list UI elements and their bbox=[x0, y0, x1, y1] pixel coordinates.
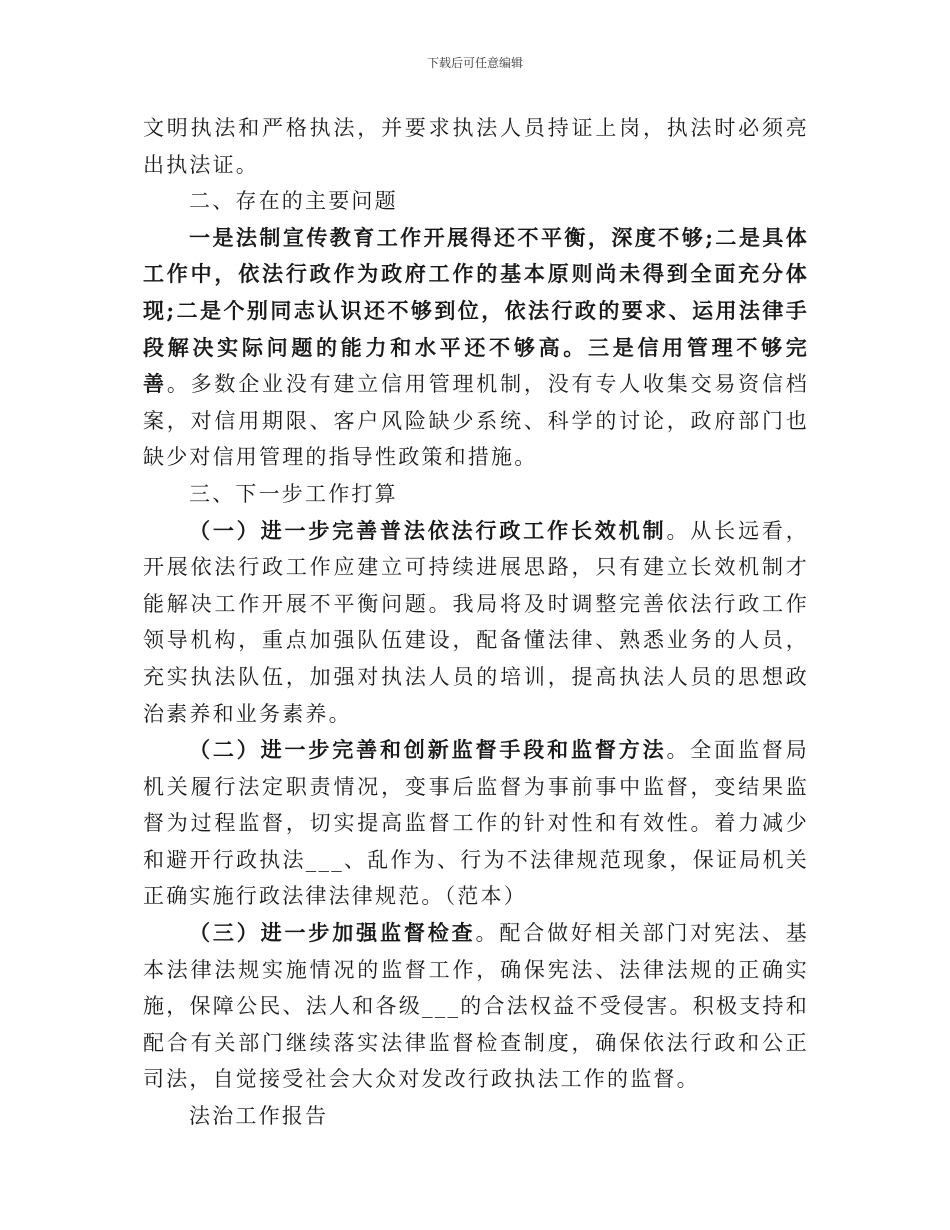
document-body bbox=[143, 110, 809, 1135]
paragraph-text: 。多数企业没有建立信用管理机制，没有专人收集交易资信档案，对信用期限、客户风险缺少系统、科学的讨论，政府部门也缺少对信用管理的指导性政策和措施。 bbox=[143, 372, 809, 470]
item-3-text: 。配合做好相关部门对宪法、基本法律法规实施情况的监督工作，确保宪法、法律法规的正确实施，保障公民、法人和各级___的合法权益不受侵害。积极支持和配合有关部门继续落实法律监督检查制度，确保依法行政和公正司法，自觉接受社会大众对发改行政执法工作的监督。 bbox=[143, 921, 809, 1092]
section-heading-next-steps: 三、下一步工作打算 bbox=[189, 481, 398, 506]
item-1-text: 。从长远看，开展依法行政工作应建立可持续进展思路，只有建立长效机制才能解决工作开展不平衡问题。我局将及时调整完善依法行政工作领导机构，重点加强队伍建设，配备懂法律、熟悉业务的人员，充实执法队伍，加强对执法人员的培训，提高执法人员的思想政治素养和业务素养。 bbox=[143, 518, 809, 726]
item-1-heading: （一）进一步完善普法依法行政工作长效机制 bbox=[189, 517, 667, 543]
next-document-title: 法治工作报告 bbox=[189, 1104, 329, 1129]
paragraph-bold-text: 一是法制宣传教育工作开展得还不平衡，深度不够;二是具体工作中，依法行政作为政府工作的基本原则尚未得到全面充分体现;二是个别同志认识还不够到位，依法行政的要求、运用法律手段解决实际问题的能力和水平还不够高。三是信用管理不够完善 bbox=[143, 224, 809, 397]
item-2-text: 。全面监督局机关履行法定职责情况，变事后监督为事前事中监督，变结果监督为过程监督，切实提高监督工作的针对性和有效性。着力减少和避开行政执法___、乱作为、行为不法律规范现象，保证局机关正确实施行政法律法律规范。（范本） bbox=[143, 738, 809, 909]
paragraph-item-3 bbox=[143, 915, 809, 1098]
paragraph-item-2 bbox=[143, 732, 809, 915]
paragraph-item-1 bbox=[143, 513, 809, 733]
paragraph-problems bbox=[143, 220, 809, 476]
page-header: 下载后可任意编辑 bbox=[426, 56, 523, 70]
paragraph-text: 文明执法和严格执法，并要求执法人员持证上岗，执法时必须亮出执法证。 bbox=[143, 116, 809, 177]
item-2-heading: （二）进一步完善和创新监督手段和监督方法 bbox=[189, 737, 667, 763]
section-heading-problems: 二、存在的主要问题 bbox=[189, 189, 398, 214]
item-3-heading: （三）进一步加强监督检查 bbox=[189, 920, 476, 946]
paragraph-continuation bbox=[143, 110, 809, 183]
